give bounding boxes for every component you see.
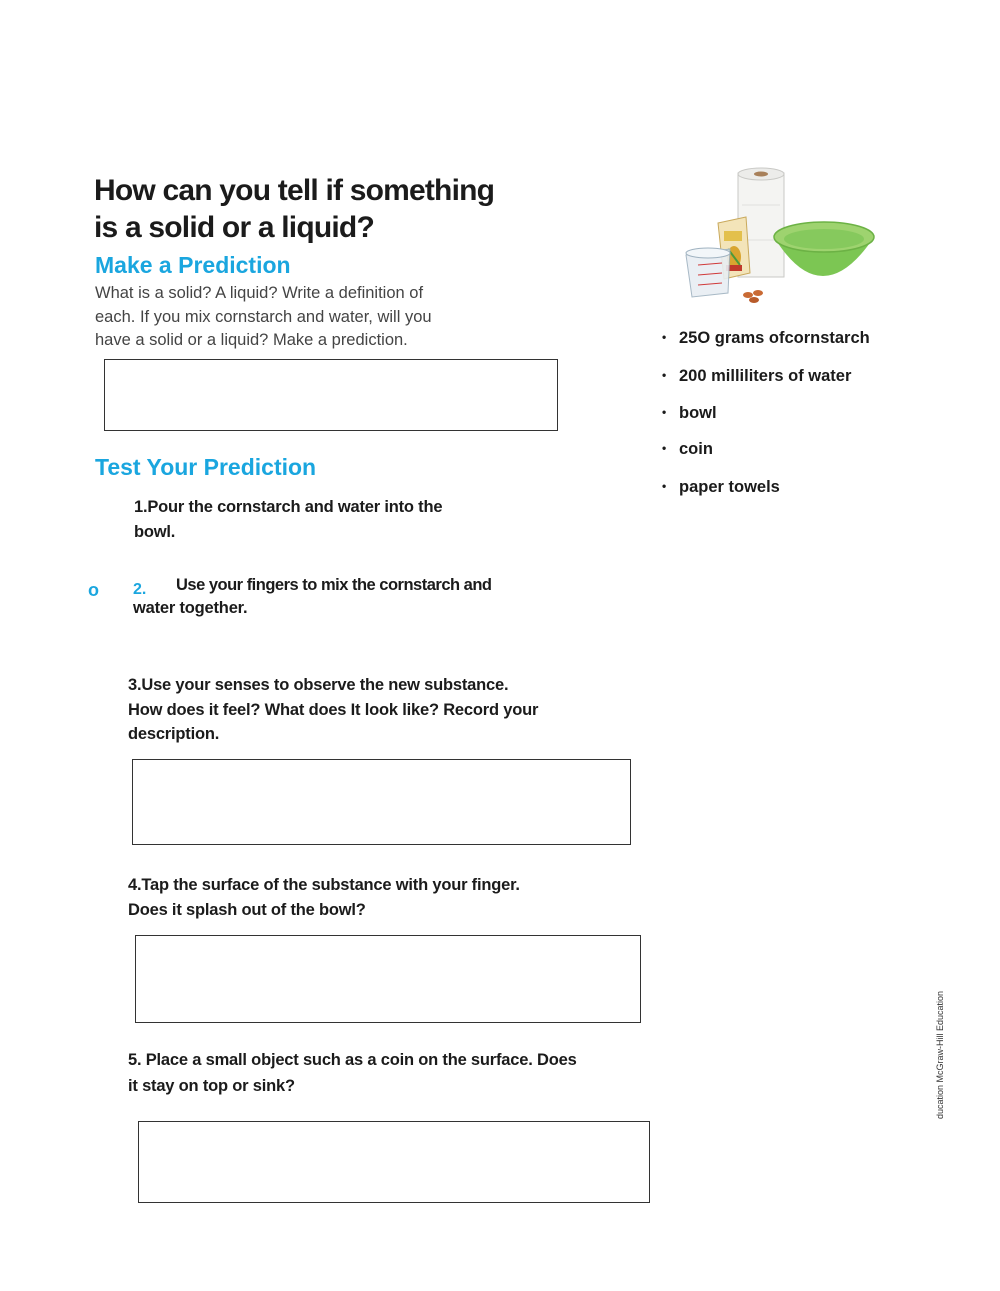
bowl-icon [774,222,874,276]
step-4-line: 4.Tap the surface of the substance with your finger. [128,876,520,894]
publisher-credit: ducation McGraw-Hill Education [935,990,945,1120]
step-2-line-1: Use your fingers to mix the cornstarch and [176,576,492,594]
sink-answer-box[interactable] [138,1121,650,1203]
step-3-line: description. [128,725,220,743]
test-prediction-heading: Test Your Prediction [95,454,317,480]
title-line-2: is a solid or a liquid? [94,211,374,244]
step-3-line: 3.Use your senses to observe the new substance. [128,676,509,694]
material-item: • bowl [662,404,717,422]
step-2-marker: o [88,580,99,600]
coins-icon [743,290,763,303]
instruction-line: each. If you mix cornstarch and water, will you [95,307,432,326]
instruction-line: What is a solid? A liquid? Write a definition of [95,284,424,302]
step-5 [128,1047,577,1099]
measuring-cup-icon [686,248,730,297]
material-item: • paper towels [662,478,780,496]
step-1-line: bowl. [134,523,176,541]
step-1 [134,495,442,545]
materials-illustration [678,165,878,310]
prediction-answer-box[interactable] [104,359,558,431]
instruction-line: have a solid or a liquid? Make a prediction. [95,331,408,349]
step-5-line: it stay on top or sink? [128,1077,295,1095]
step-4 [128,873,520,923]
step-2-number: 2. [133,581,147,598]
step-3-line: How does it feel? What does It look like? Record your [128,700,539,719]
page-title [94,172,574,246]
step-2-line-2: water together. [133,599,248,617]
step-4-line: Does it splash out of the bowl? [128,901,366,919]
material-item: • 200 milliliters of water [662,367,852,385]
step-3 [128,673,538,747]
step-5-line: 5. Place a small object such as a coin on the surface. Does [128,1051,577,1069]
title-line-1: How can you tell if something [94,174,495,207]
splash-answer-box[interactable] [135,935,641,1023]
observation-answer-box[interactable] [132,759,631,845]
make-prediction-heading: Make a Prediction [95,252,291,278]
material-item: • 25O grams ofcornstarch [662,329,870,347]
step-1-line: 1.Pour the cornstarch and water into the [134,498,443,516]
material-item: • coin [662,440,713,458]
prediction-instructions [95,282,495,353]
